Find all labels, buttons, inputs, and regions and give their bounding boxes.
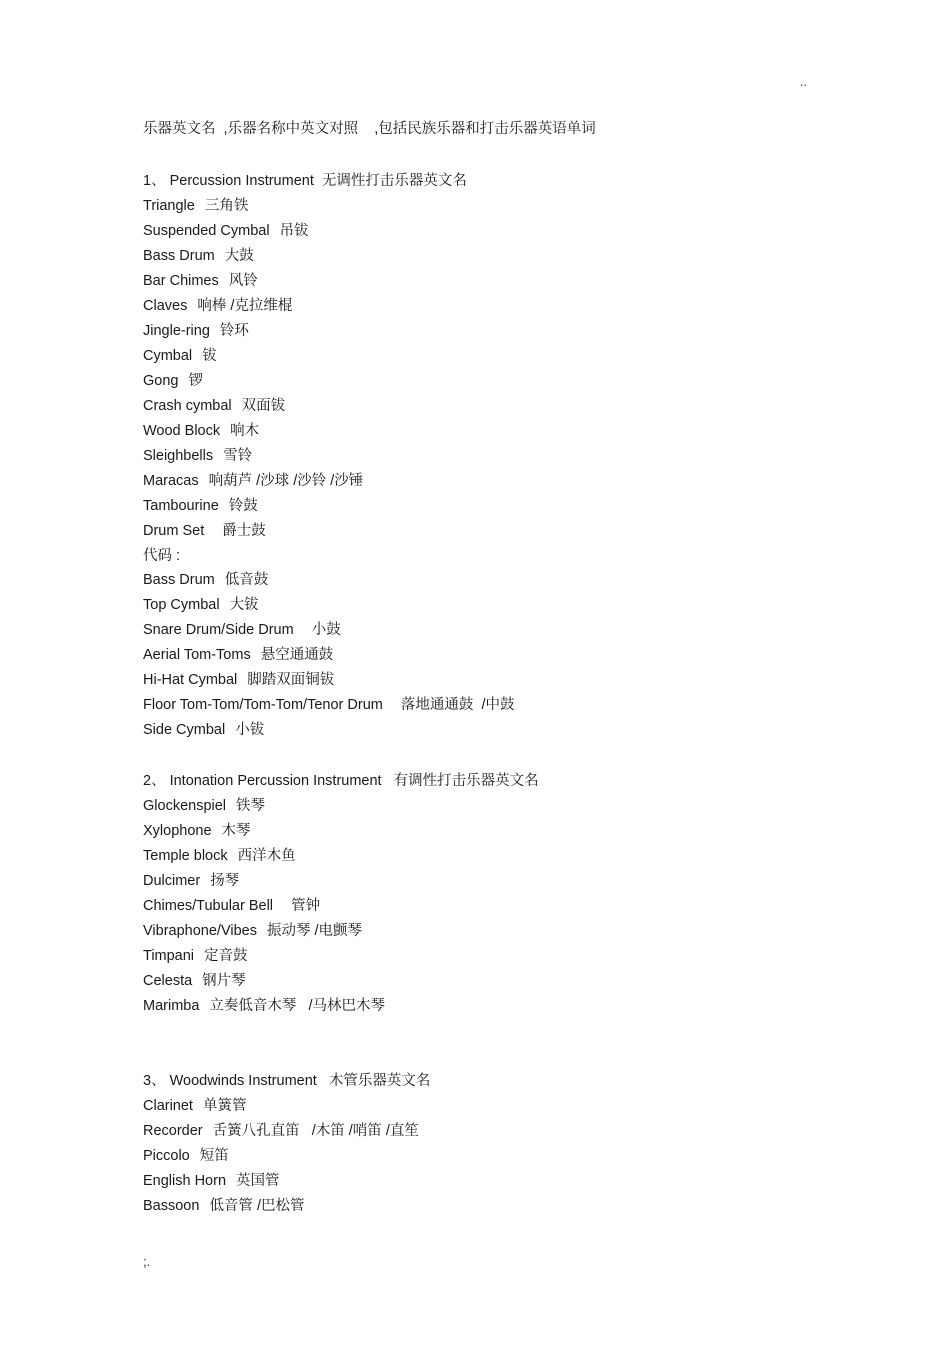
page-mark-bottom: ;. (143, 1254, 151, 1269)
page-mark-top: .. (799, 74, 807, 89)
instrument-english-name: Top Cymbal (143, 597, 220, 613)
instrument-english-name: Xylophone (143, 823, 212, 839)
instrument-row (143, 695, 843, 720)
instrument-chinese-name: 小鼓 (303, 622, 341, 638)
instrument-chinese-name: 三角铁 (204, 198, 249, 214)
instrument-english-name: Temple block (143, 848, 228, 864)
instrument-row (143, 496, 843, 521)
instrument-english-name: Crash cymbal (143, 398, 232, 414)
instrument-chinese-name: 爵士鼓 (214, 523, 266, 539)
instrument-chinese-name: 英国管 (236, 1173, 280, 1189)
instrument-chinese-name: 吊钹 (279, 223, 309, 239)
instrument-english-name: Hi-Hat Cymbal (143, 672, 238, 688)
instrument-chinese-name: 悬空通通鼓 (260, 647, 334, 663)
instrument-chinese-name: 锣 (188, 373, 203, 389)
instrument-english-name: Triangle (143, 198, 195, 214)
section-heading: 3、 Woodwinds Instrument 木管乐器英文名 (143, 1073, 431, 1089)
instrument-row (143, 196, 843, 221)
drum-kit-code-list (143, 570, 843, 745)
instrument-chinese-name: 扬琴 (210, 873, 240, 889)
instrument-row (143, 620, 843, 645)
instrument-chinese-name: 铃环 (219, 323, 249, 339)
instrument-english-name: Vibraphone/Vibes (143, 923, 257, 939)
instrument-english-name: Floor Tom-Tom/Tom-Tom/Tenor Drum (143, 697, 383, 713)
instrument-english-name: Chimes/Tubular Bell (143, 898, 274, 914)
instrument-row (143, 645, 843, 670)
instrument-english-name: Marimba (143, 998, 200, 1014)
instrument-row (143, 796, 843, 821)
instrument-row (143, 821, 843, 846)
instrument-english-name: Celesta (143, 973, 193, 989)
instrument-chinese-name: 定音鼓 (204, 948, 248, 964)
instrument-row (143, 321, 843, 346)
instrument-chinese-name: 振动琴 /电颤琴 (266, 923, 363, 939)
instrument-row (143, 396, 843, 421)
instrument-chinese-name: 单簧管 (202, 1098, 247, 1114)
instrument-english-name: Side Cymbal (143, 722, 226, 738)
instrument-chinese-name: 双面钹 (241, 398, 286, 414)
instrument-english-name: Sleighbells (143, 448, 214, 464)
section-woodwinds (143, 1071, 843, 1221)
instrument-row (143, 271, 843, 296)
instrument-chinese-name: 风铃 (228, 273, 258, 289)
instrument-row (143, 521, 843, 546)
instrument-english-name: Glockenspiel (143, 798, 227, 814)
instrument-row (143, 446, 843, 471)
instrument-english-name: Bar Chimes (143, 273, 219, 289)
instrument-english-name: Jingle-ring (143, 323, 210, 339)
instrument-english-name: English Horn (143, 1173, 227, 1189)
instrument-chinese-name: 铃鼓 (228, 498, 258, 514)
instrument-english-name: Wood Block (143, 423, 221, 439)
instrument-english-name: Gong (143, 373, 179, 389)
instrument-row (143, 595, 843, 620)
instrument-row (143, 946, 843, 971)
instrument-chinese-name: 大鼓 (224, 248, 254, 264)
instrument-english-name: Dulcimer (143, 873, 201, 889)
instrument-english-name: Tambourine (143, 498, 219, 514)
instrument-row (143, 846, 843, 871)
instrument-row (143, 1121, 843, 1146)
instrument-row (143, 371, 843, 396)
section-percussion (143, 171, 843, 745)
instrument-chinese-name: 大钹 (229, 597, 259, 613)
instrument-chinese-name: 管钟 (283, 898, 321, 914)
instrument-english-name: Clarinet (143, 1098, 193, 1114)
instrument-row (143, 921, 843, 946)
instrument-chinese-name: 舌簧八孔直笛 /木笛 /哨笛 /直笙 (212, 1123, 419, 1139)
instrument-row (143, 570, 843, 595)
instrument-row (143, 1096, 843, 1121)
instrument-chinese-name: 短笛 (199, 1148, 229, 1164)
instrument-english-name: Maracas (143, 473, 199, 489)
instrument-chinese-name: 响木 (230, 423, 260, 439)
instrument-row (143, 1196, 843, 1221)
section-intonation-percussion (143, 771, 843, 1021)
instrument-list (143, 196, 843, 546)
instrument-chinese-name: 钢片琴 (202, 973, 246, 989)
code-label: 代码 : (143, 548, 181, 564)
instrument-chinese-name: 低音管 /巴松管 (209, 1198, 305, 1214)
instrument-chinese-name: 响葫芦 /沙球 /沙铃 /沙锤 (208, 473, 364, 489)
instrument-chinese-name: 雪铃 (223, 448, 253, 464)
instrument-row (143, 720, 843, 745)
instrument-list (143, 796, 843, 1021)
instrument-chinese-name: 立奏低音木琴 /马林巴木琴 (209, 998, 386, 1014)
instrument-row (143, 421, 843, 446)
instrument-row (143, 896, 843, 921)
instrument-row (143, 1146, 843, 1171)
section-heading: 2、 Intonation Percussion Instrument 有调性打击乐器英文名 (143, 773, 539, 789)
instrument-english-name: Piccolo (143, 1148, 190, 1164)
instrument-chinese-name: 低音鼓 (224, 572, 269, 588)
instrument-english-name: Timpani (143, 948, 195, 964)
instrument-chinese-name: 响棒 /克拉维棍 (197, 298, 293, 314)
instrument-chinese-name: 钹 (202, 348, 217, 364)
instrument-english-name: Aerial Tom-Toms (143, 647, 251, 663)
instrument-english-name: Suspended Cymbal (143, 223, 270, 239)
section-heading: 1、 Percussion Instrument 无调性打击乐器英文名 (143, 173, 467, 189)
instrument-english-name: Bassoon (143, 1198, 200, 1214)
instrument-row (143, 346, 843, 371)
instrument-english-name: Snare Drum/Side Drum (143, 622, 294, 638)
instrument-chinese-name: 落地通通鼓 /中鼓 (392, 697, 515, 713)
instrument-chinese-name: 铁琴 (236, 798, 266, 814)
spacer (143, 745, 843, 771)
instrument-chinese-name: 脚踏双面铜钹 (247, 672, 335, 688)
instrument-row (143, 1171, 843, 1196)
instrument-row (143, 246, 843, 271)
instrument-english-name: Drum Set (143, 523, 205, 539)
document-title: 乐器英文名 ,乐器名称中英文对照 ,包括民族乐器和打击乐器英语单词 (143, 121, 596, 137)
instrument-chinese-name: 小钹 (235, 722, 265, 738)
instrument-english-name: Recorder (143, 1123, 203, 1139)
instrument-english-name: Bass Drum (143, 572, 215, 588)
instrument-row (143, 471, 843, 496)
document-content (143, 119, 843, 1221)
instrument-row (143, 221, 843, 246)
instrument-chinese-name: 木琴 (221, 823, 251, 839)
instrument-row (143, 296, 843, 321)
instrument-row (143, 670, 843, 695)
instrument-chinese-name: 西洋木鱼 (237, 848, 296, 864)
instrument-row (143, 996, 843, 1021)
spacer (143, 1021, 843, 1071)
instrument-list (143, 1096, 843, 1221)
instrument-row (143, 971, 843, 996)
instrument-english-name: Claves (143, 298, 188, 314)
instrument-english-name: Bass Drum (143, 248, 215, 264)
instrument-english-name: Cymbal (143, 348, 193, 364)
instrument-row (143, 871, 843, 896)
